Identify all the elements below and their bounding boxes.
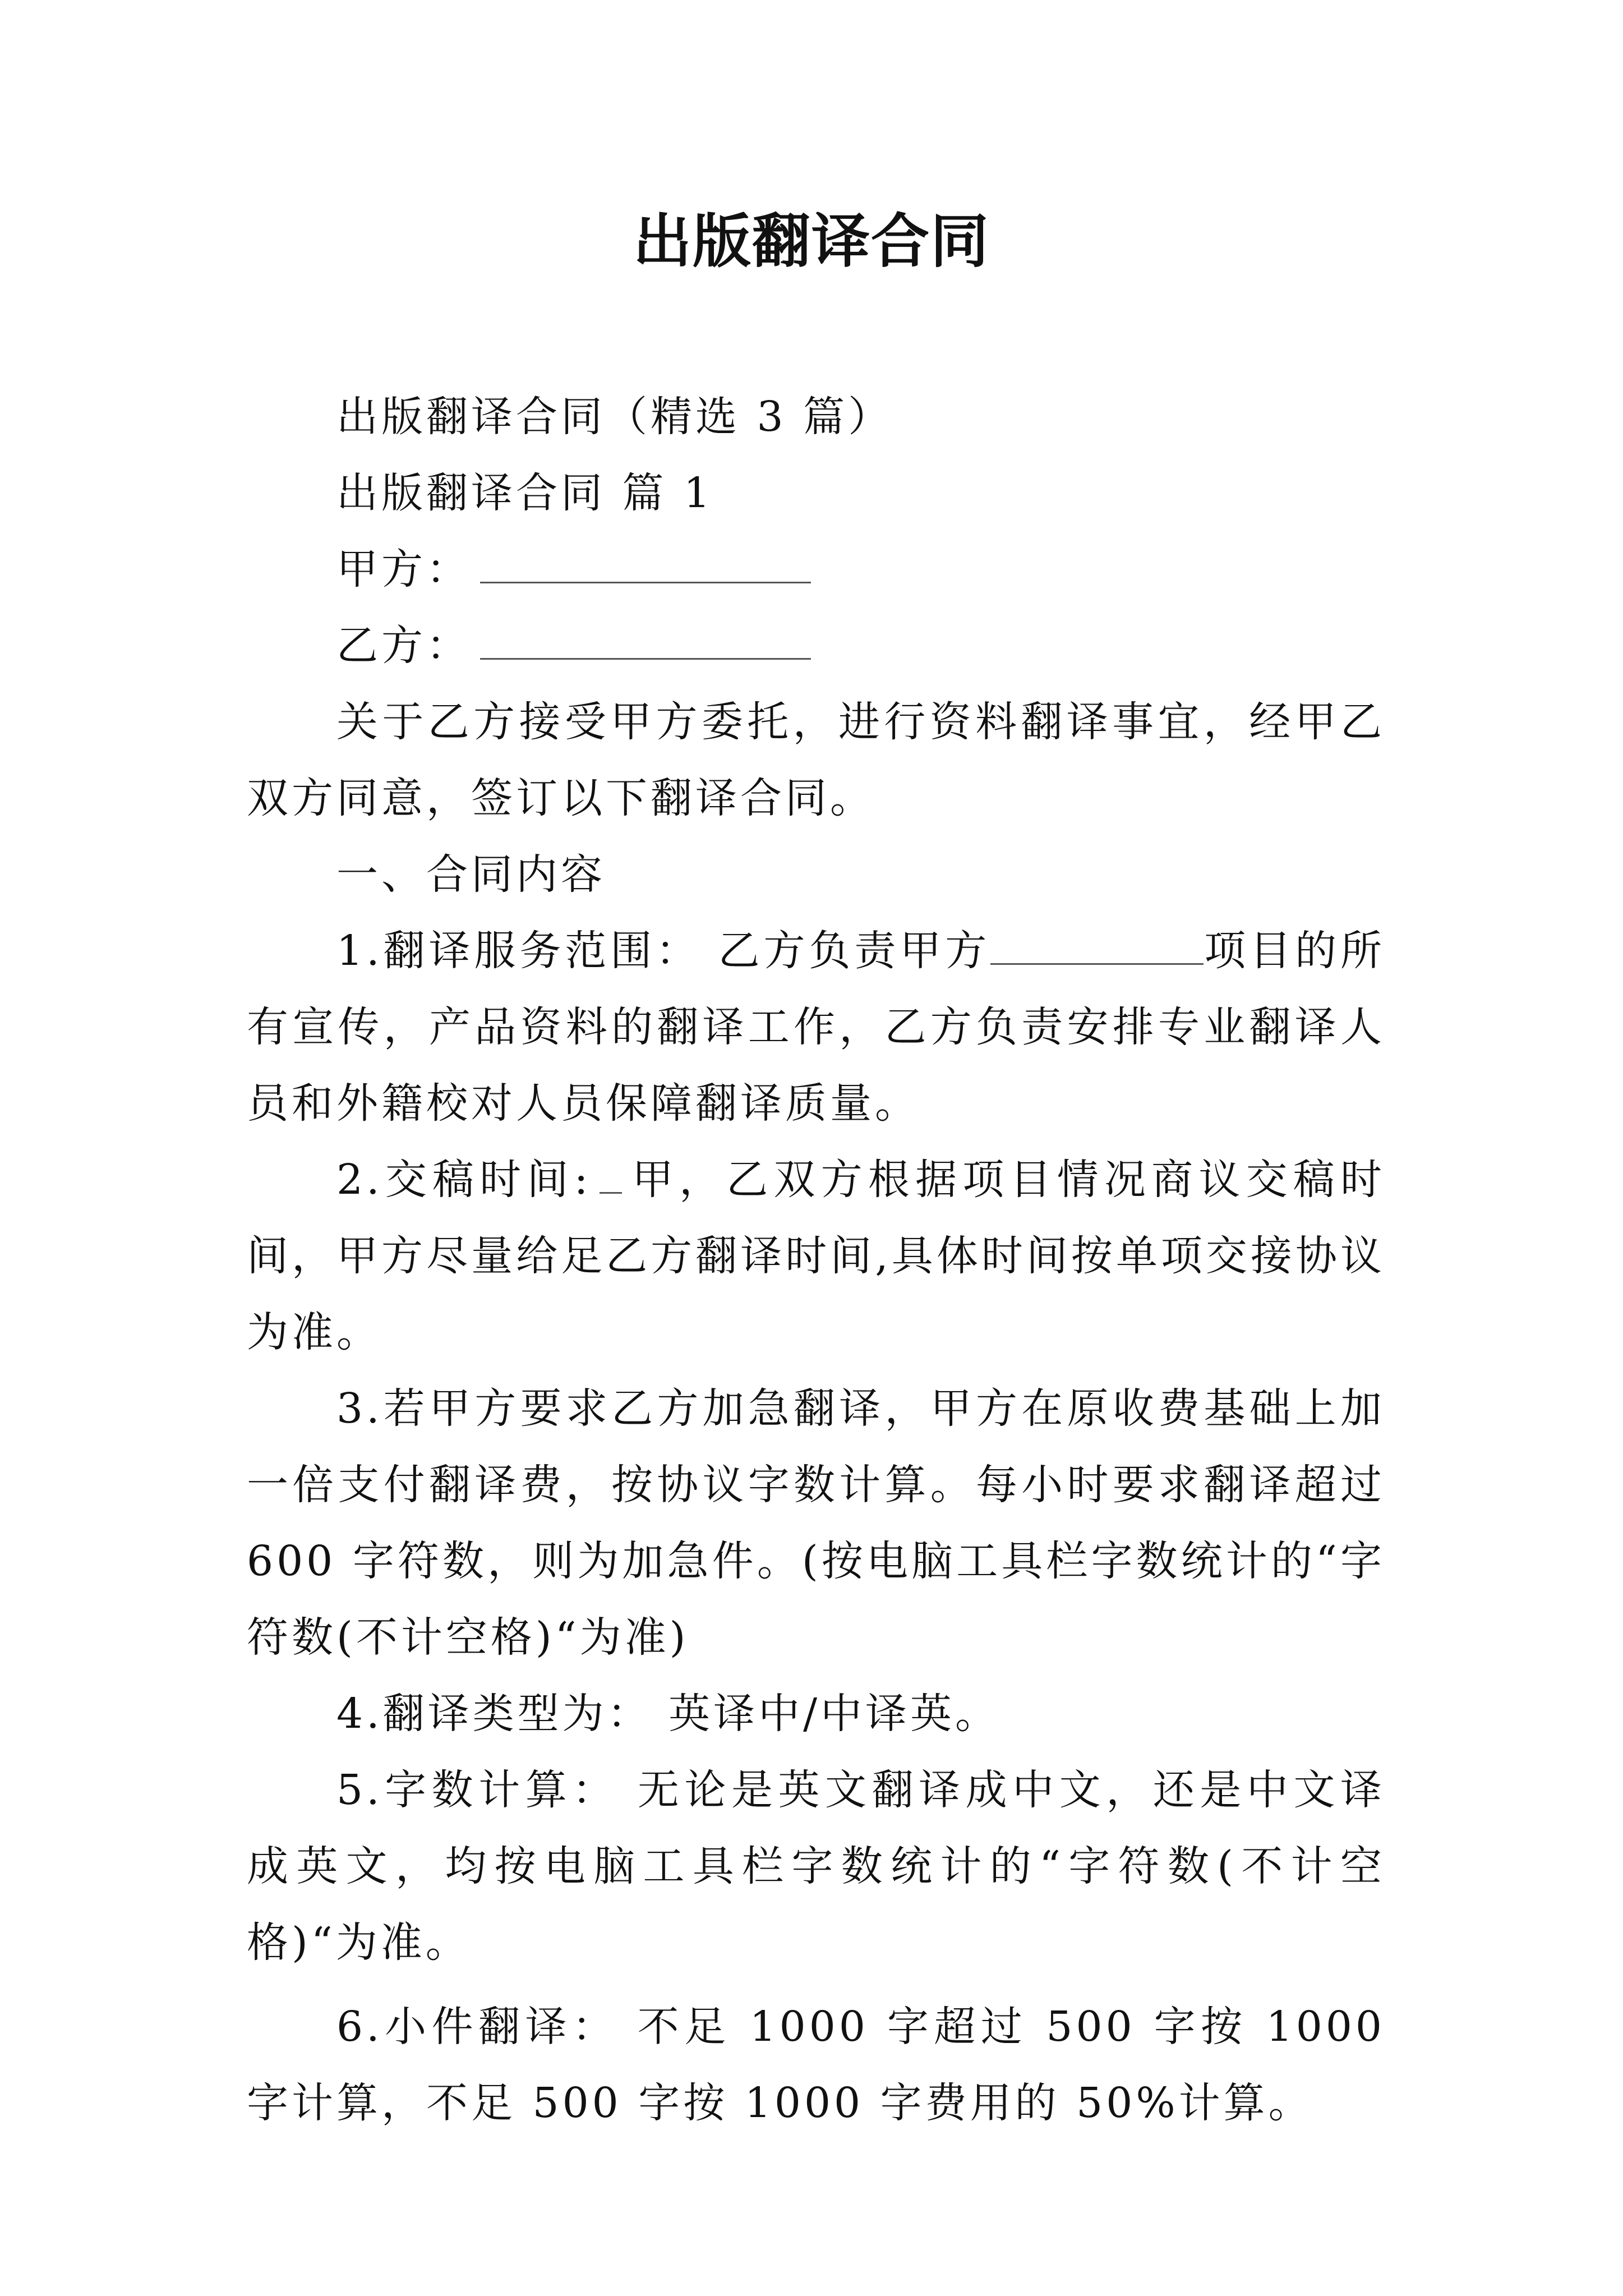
document-body (247, 379, 1385, 2141)
project-name-blank-line (990, 918, 1204, 965)
subtitle-paragraph: 出版翻译合同（精选 3 篇） (336, 393, 893, 441)
item-5-paragraph: 5.字数计算： 无论是英文翻译成中文，还是中文译成英文，均按电脑工具栏字数统计的“字符数(不计空格)“为准。 (247, 1766, 1385, 1967)
item-1-text-before: 1.翻译服务范围： 乙方负责甲方 (336, 927, 991, 975)
party-a-blank-line (480, 537, 811, 583)
item-4-paragraph: 4.翻译类型为： 英译中/中译英。 (336, 1690, 1000, 1738)
item-6-paragraph: 6.小件翻译： 不足 1000 字超过 500 字按 1000 字计算，不足 500 字按 1000 字费用的 50%计算。 (247, 2003, 1385, 2127)
party-b-label: 乙方： (336, 622, 471, 670)
document-title: 出版翻译合同 (633, 206, 990, 275)
item-1-paragraph (247, 913, 1385, 1142)
part-heading-paragraph: 出版翻译合同 篇 1 (336, 469, 714, 517)
intro-paragraph: 关于乙方接受甲方委托，进行资料翻译事宜，经甲乙双方同意，签订以下翻译合同。 (247, 698, 1385, 822)
party-a-paragraph (247, 531, 1385, 608)
item-3-paragraph: 3.若甲方要求乙方加急翻译，甲方在原收费基础上加一倍支付翻译费，按协议字数计算。每小时要求翻译超过 600 字符数，则为加急件。(按电脑工具栏字数统计的“字符数(不计空格)“为准) (247, 1384, 1385, 1662)
delivery-time-blank-line (600, 1147, 622, 1194)
item-2-paragraph (247, 1142, 1385, 1370)
item-2-text-before: 2.交稿时间: (336, 1156, 592, 1204)
party-b-paragraph (247, 608, 1385, 684)
party-b-blank-line (480, 613, 811, 660)
section-one-heading: 一、合同内容 (336, 850, 606, 899)
item-1-text-after: 项目的所有宣传，产品资料的翻译工作，乙方负责安排专业翻译人员和外籍校对人员保障翻译质量。 (247, 927, 1386, 1128)
party-a-label: 甲方： (336, 545, 471, 593)
item-2-text-after: 甲，乙双方根据项目情况商议交稿时间，甲方尽量给足乙方翻译时间,具体时间按单项交接协议为准。 (247, 1156, 1386, 1356)
